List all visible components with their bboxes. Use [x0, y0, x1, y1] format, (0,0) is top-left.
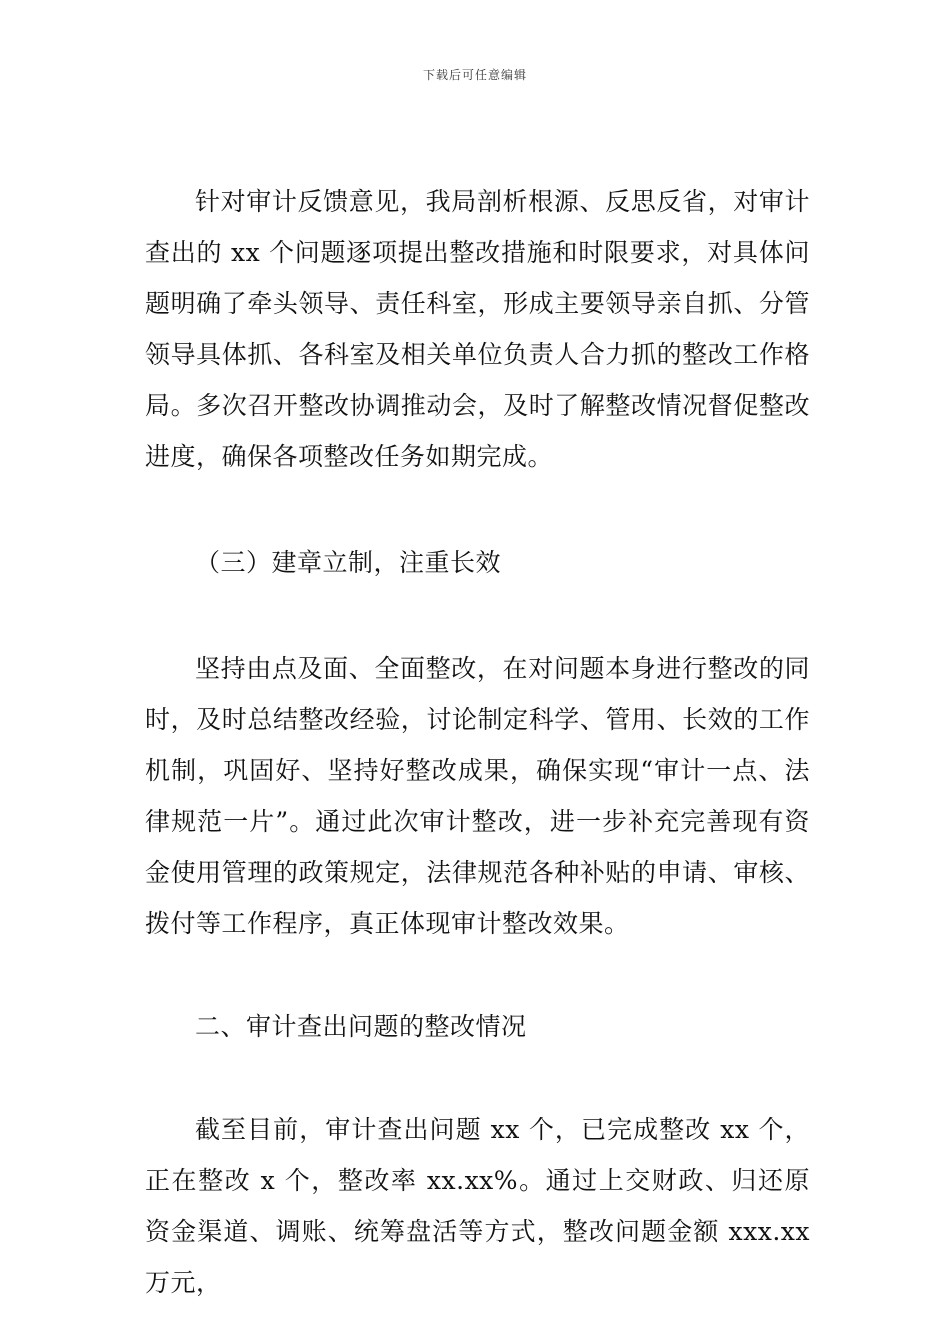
- spacer: [145, 482, 810, 537]
- paragraph-long-term-mechanism: 坚持由点及面、全面整改，在对问题本身进行整改的同时，及时总结整改经验，讨论制定科学、管用、长效的工作机制，巩固好、坚持好整改成果，确保实现“审计一点、法律规范一片”。通过此次审计整改，进一步补充完善现有资金使用管理的政策规定，法律规范各种补贴的申请、审核、拨付等工作程序，真正体现审计整改效果。: [145, 654, 810, 938]
- spacer: [145, 1052, 810, 1104]
- header-note: 下载后可任意编辑: [422, 68, 527, 82]
- paragraph-rectification-progress: 截至目前，审计查出问题 xx 个，已完成整改 xx 个，正在整改 x 个，整改率 xx.xx%。通过上交财政、归还原资金渠道、调账、统筹盘活等方式，整改问题金额 xxx.xx 万元，: [145, 1115, 810, 1297]
- spacer: [145, 949, 810, 1001]
- document-body: [145, 176, 810, 1308]
- spacer: [145, 588, 810, 643]
- paragraph-rectification-measures: 针对审计反馈意见，我局剖析根源、反思反省，对审计查出的 xx 个问题逐项提出整改措施和时限要求，对具体问题明确了牵头领导、责任科室，形成主要领导亲自抓、分管领导具体抓、各科室及相关单位负责人合力抓的整改工作格局。多次召开整改协调推动会，及时了解整改情况督促整改进度，确保各项整改任务如期完成。: [145, 187, 810, 471]
- section-heading-institution-building: （三）建章立制，注重长效: [195, 548, 502, 577]
- section-heading-rectification-status: 二、审计查出问题的整改情况: [195, 1012, 527, 1041]
